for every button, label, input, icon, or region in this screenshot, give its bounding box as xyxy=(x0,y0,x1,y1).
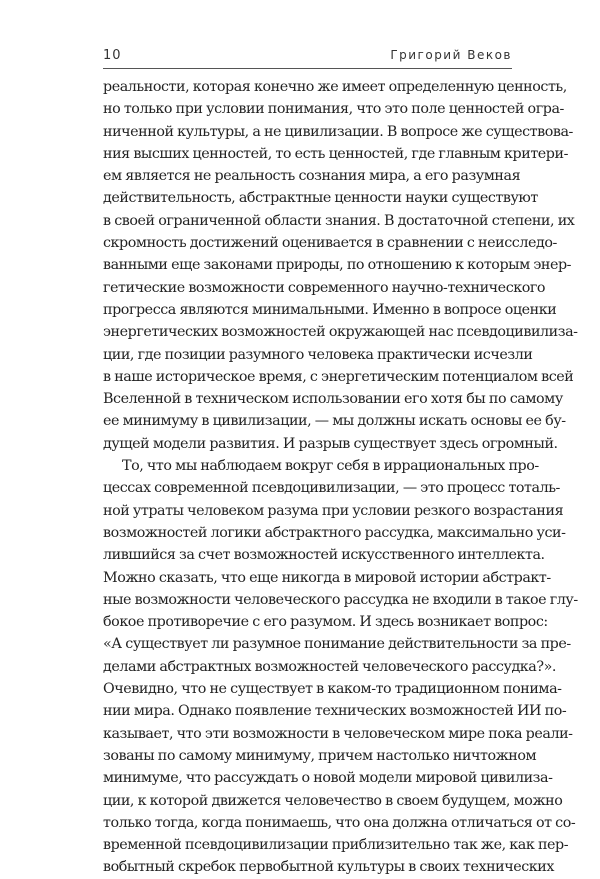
running-head-author: Григорий Веков xyxy=(390,48,512,62)
page-number: 10 xyxy=(103,48,122,63)
text-line: «А существует ли разумное понимание действительности за пре- xyxy=(103,636,571,653)
text-line: ной утраты человеком разума при условии резкого возрастания xyxy=(103,502,564,519)
text-line: вобытный скребок первобытной культуры в своих технических xyxy=(103,859,554,876)
text-line: Можно сказать, что еще никогда в мировой истории абстракт- xyxy=(103,569,551,586)
text-line: энергетических возможностей окружающей нас псевдоцивилиза- xyxy=(103,324,578,341)
text-line: ные возможности человеческого рассудка не входили в такое глу- xyxy=(103,591,578,608)
text-line: возможностей логики абстрактного рассудка, максимально уси- xyxy=(103,524,566,541)
page-header xyxy=(103,48,512,66)
text-line: ем является не реальность сознания мира, а его разумная xyxy=(103,168,521,185)
text-line: реальности, которая конечно же имеет определенную ценность, xyxy=(103,79,567,95)
text-line: зованы по самому минимуму, причем настолько ничтожном xyxy=(103,747,537,764)
text-line: только тогда, когда понимаешь, что она должна отличаться от со- xyxy=(103,814,576,831)
text-line: Вселенной в техническом использовании его хотя бы по самому xyxy=(103,391,563,408)
text-line: казывает, что эти возможности в человеческом мире пока реали- xyxy=(103,725,573,742)
text-line: ции, к которой движется человечество в своем будущем, можно xyxy=(103,792,563,809)
text-line: Очевидно, что не существует в каком-то традиционном понима- xyxy=(103,681,562,698)
body-text xyxy=(103,76,578,879)
text-line: бокое противоречие с его разумом. И здесь возникает вопрос: xyxy=(103,614,548,631)
text-line: лившийся за счет возможностей искусственного интеллекта. xyxy=(103,547,545,564)
text-line: ния высших ценностей, то есть ценностей, где главным критери- xyxy=(103,145,568,162)
text-line: ции, где позиции разумного человека практически исчезли xyxy=(103,346,533,363)
text-line: цессах современной псевдоцивилизации, — это процесс тоталь- xyxy=(103,480,560,497)
text-line: делами абстрактных возможностей человеческого рассудка?». xyxy=(103,658,556,675)
text-line: в своей ограниченной области знания. В достаточной степени, их xyxy=(103,212,575,229)
text-line: прогресса являются минимальными. Именно в вопросе оценки xyxy=(103,301,557,318)
text-line: дущей модели развития. И разрыв существует здесь огромный. xyxy=(103,435,558,452)
text-line: в наше историческое время, с энергетическим потенциалом всей xyxy=(103,368,574,385)
text-line: скромность достижений оценивается в сравнении с неисследо- xyxy=(103,235,557,252)
text-line: действительность, абстрактные ценности науки существуют xyxy=(103,190,538,207)
text-line: но только при условии понимания, что это поле ценностей огра- xyxy=(103,101,564,118)
text-line: ниченной культуры, а не цивилизации. В вопросе же существова- xyxy=(103,123,573,140)
text-line: То, что мы наблюдаем вокруг себя в иррациональных про- xyxy=(122,458,539,475)
text-line: временной псевдоцивилизации приблизительно так же, как пер- xyxy=(103,837,569,854)
paragraph xyxy=(103,76,578,455)
header-rule xyxy=(103,68,512,69)
text-line: минимуме, что рассуждать о новой модели мировой цивилиза- xyxy=(103,770,553,787)
text-line: ванными еще законами природы, по отношению к которым энер- xyxy=(103,257,572,274)
text-line: ее минимуму в цивилизации, — мы должны искать основы ее бу- xyxy=(103,413,566,430)
paragraph xyxy=(103,455,578,879)
text-line: гетические возможности современного научно-технического xyxy=(103,279,546,296)
text-line: нии мира. Однако появление технических возможностей ИИ по- xyxy=(103,703,567,720)
